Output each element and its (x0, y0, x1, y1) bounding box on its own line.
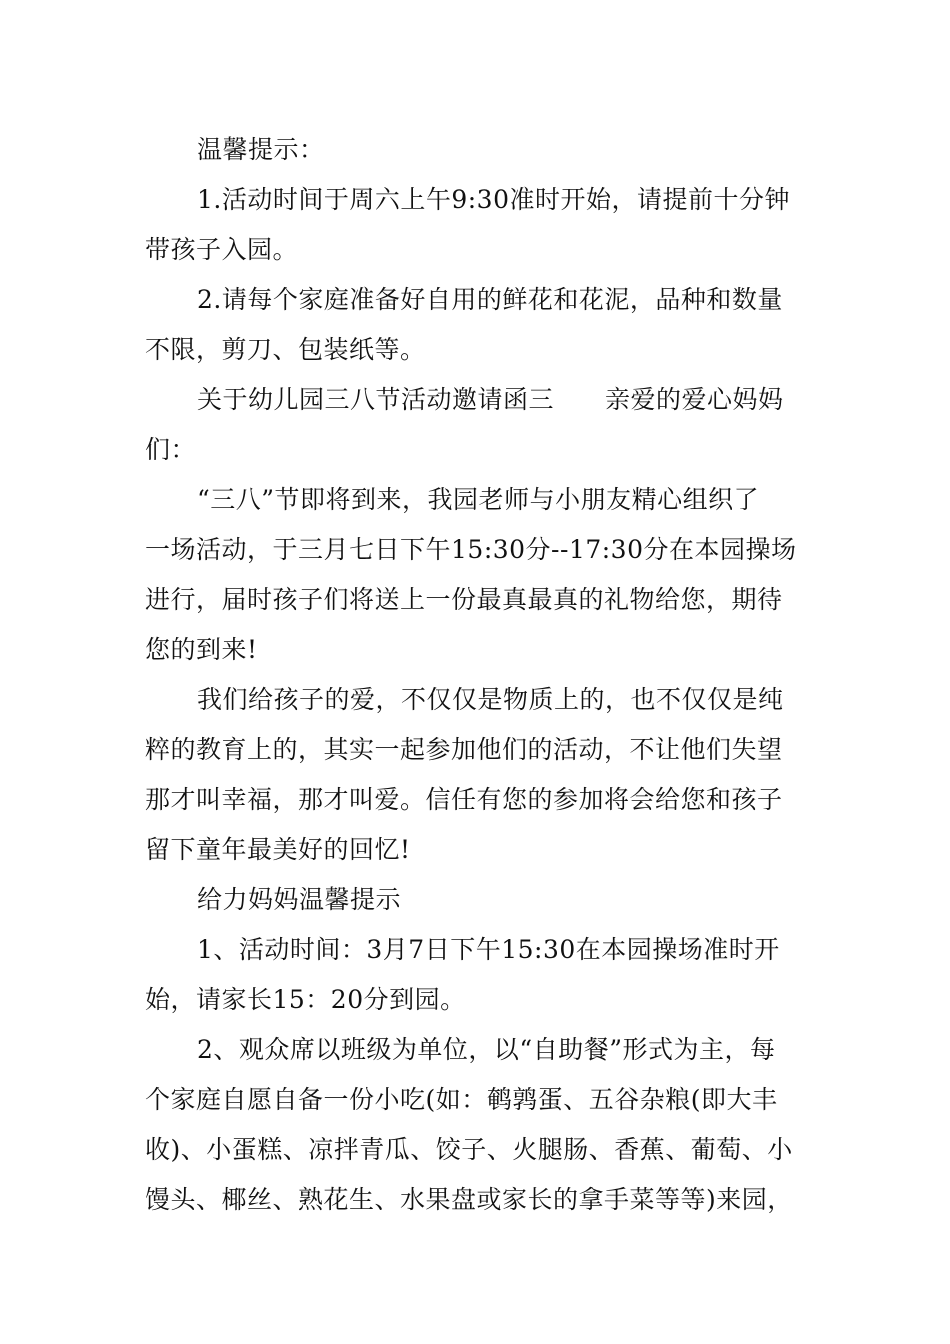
paragraph-line: 那才叫幸福，那才叫爱。信任有您的参加将会给您和孩子 (145, 785, 783, 814)
paragraph-line: 我们给孩子的爱，不仅仅是物质上的，也不仅仅是纯 (197, 685, 784, 714)
section-heading-tips: 温馨提示： (197, 135, 325, 164)
paragraph-line: 收)、小蛋糕、凉拌青瓜、饺子、火腿肠、香蕉、葡萄、小 (145, 1135, 793, 1164)
paragraph-line: 2、观众席以班级为单位，以“自助餐”形式为主，每 (197, 1035, 776, 1064)
paragraph-line: 进行，届时孩子们将送上一份最真最真的礼物给您，期待 (145, 585, 783, 614)
paragraph-line: 个家庭自愿自备一份小吃(如：鹌鹑蛋、五谷杂粮(即大丰 (145, 1085, 778, 1114)
paragraph-line: 们： (145, 435, 197, 464)
paragraph-line: 您的到来! (145, 635, 258, 664)
paragraph-line: 一场活动，于三月七日下午15:30分--17:30分在本园操场 (145, 535, 797, 564)
paragraph-line: 2.请每个家庭准备好自用的鲜花和花泥，品种和数量 (197, 285, 783, 314)
section-heading-mom-tips: 给力妈妈温馨提示 (197, 885, 402, 914)
paragraph-line: 馒头、椰丝、熟花生、水果盘或家长的拿手菜等等)来园， (145, 1185, 793, 1214)
paragraph-line: 1.活动时间于周六上午9:30准时开始，请提前十分钟 (197, 185, 790, 214)
paragraph-line: “三八”节即将到来，我园老师与小朋友精心组织了 (197, 485, 760, 514)
paragraph-line: 带孩子入园。 (145, 235, 299, 264)
section-heading-invitation: 关于幼儿园三八节活动邀请函三 亲爱的爱心妈妈 (197, 385, 784, 414)
paragraph-line: 1、活动时间：3月7日下午15:30在本园操场准时开 (197, 935, 780, 964)
paragraph-line: 始，请家长15：20分到园。 (145, 985, 466, 1014)
paragraph-line: 不限，剪刀、包装纸等。 (145, 335, 426, 364)
paragraph-line: 留下童年最美好的回忆! (145, 835, 411, 864)
paragraph-line: 粹的教育上的，其实一起参加他们的活动，不让他们失望 (145, 735, 783, 764)
